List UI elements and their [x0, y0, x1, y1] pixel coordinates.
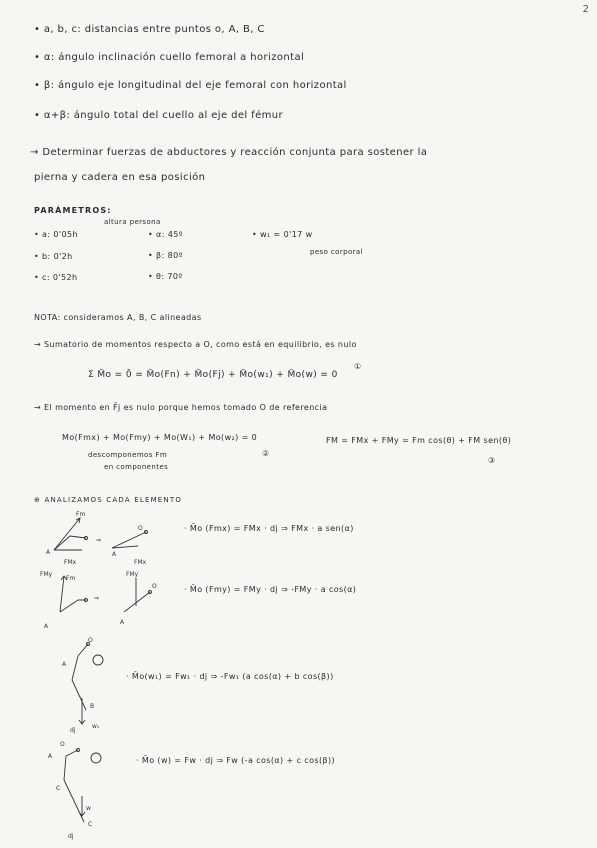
note-height: altura persona — [104, 218, 161, 226]
element-eq-w: · M̄o (w) = Fw · dj ⇒ Fw (-a cos(α) + c cos(β)) — [136, 756, 336, 765]
label-fm: Fm — [76, 511, 86, 518]
diagram-w — [44, 740, 130, 844]
label-a-point-4: A — [48, 753, 53, 760]
label-a-point-2b: A — [120, 619, 125, 626]
param-alpha: • α: 45º — [148, 230, 183, 239]
sum-moments-line: → Sumatorio de momentos respecto a O, como está en equilibrio, es nulo — [34, 340, 357, 349]
params-heading: PARÁMETROS: — [34, 206, 112, 215]
diagram-fmx — [42, 508, 160, 568]
diagram-fmy — [40, 566, 170, 630]
eq2-note-1: descomponemos Fm — [88, 451, 168, 459]
param-a: • a: 0'05h — [34, 230, 78, 239]
label-dj-1: dj — [70, 727, 76, 734]
param-c: • c: 0'52h — [34, 273, 78, 282]
moment-null-line: → El momento en F̄j es nulo porque hemos tomado O de referencia — [34, 403, 328, 412]
bullet-alpha: • α: ángulo inclinación cuello femoral a horizontal — [34, 52, 305, 63]
element-eq-w1: · M̄o(w₁) = Fw₁ · dj ⇒ -Fw₁ (a cos(α) + b cos(β)) — [126, 672, 334, 681]
equation-2: Mo(Fmx) + Mo(Fmy) + Mo(W₁) + Mo(w₂) = 0 — [62, 433, 258, 442]
label-o-point-3: O — [88, 637, 93, 644]
label-c-dist: C — [56, 785, 61, 792]
param-w1: • w₁ ≈ 0'17 w — [252, 230, 313, 239]
label-o-point-4: O — [60, 741, 65, 748]
label-fmx-2: FMx — [134, 559, 147, 566]
element-eq-fmx: · M̄o (Fmx) = FMx · dj ⇒ FMx · a sen(α) — [184, 524, 354, 533]
label-a-point-2: A — [44, 623, 49, 630]
label-a-point-3: A — [62, 661, 67, 668]
equation-1: Σ M̄o = 0̄ = M̄o(Fn) + M̄o(Fj) + M̄o(w₁) + M̄o(w) = 0 — [88, 370, 338, 380]
label-fmx: FMx — [64, 559, 77, 566]
label-fmy: FMy — [40, 571, 53, 578]
label-w: w — [86, 805, 91, 812]
page-number: 2 — [582, 4, 589, 15]
diagram-w1 — [52, 636, 132, 734]
bullet-total-angle: • α+β: ángulo total del cuello al eje del fémur — [34, 110, 284, 121]
equation-2-number: ② — [262, 449, 270, 458]
bullet-beta: • β: ángulo eje longitudinal del eje femoral con horizontal — [34, 80, 347, 91]
label-a-point-1b: A — [112, 551, 117, 558]
task-line-2: pierna y cadera en esa posición — [34, 172, 206, 183]
param-theta: • θ: 70º — [148, 272, 183, 281]
equation-3: FM = FMx + FMy = Fm cos(θ) + FM sen(θ) — [326, 436, 512, 445]
element-eq-fmy: · M̄o (Fmy) = FMy · dj ⇒ -FMy · a cos(α) — [184, 585, 357, 594]
label-c-point: C — [88, 821, 93, 828]
task-line-1: → Determinar fuerzas de abductores y reacción conjunta para sostener la — [30, 147, 428, 158]
label-arrow-2: ⇒ — [94, 595, 100, 602]
label-fmy-2: FMy — [126, 571, 139, 578]
label-o-point-1: O — [138, 525, 143, 532]
note-weight: peso corporal — [310, 248, 363, 256]
label-b-point: B — [90, 703, 95, 710]
equation-1-number: ① — [354, 362, 362, 371]
label-o-point-2: O — [152, 583, 157, 590]
eq2-note-2: en componentes — [104, 463, 169, 471]
label-a-point: A — [46, 549, 51, 556]
label-arrow-1: ⇒ — [96, 537, 102, 544]
label-fm-2: Fm — [66, 575, 76, 582]
nota-line: NOTA: consideramos A, B, C alineadas — [34, 313, 202, 322]
label-dj-2: dj — [68, 833, 74, 840]
equation-3-number: ③ — [488, 456, 496, 465]
param-b: • b: 0'2h — [34, 252, 73, 261]
analysis-heading: ⊕ ANALIZAMOS CADA ELEMENTO — [34, 496, 183, 504]
label-w1: w₁ — [92, 723, 100, 730]
bullet-distances: • a, b, c: distancias entre puntos o, A, B, C — [34, 24, 265, 35]
param-beta: • β: 80º — [148, 251, 183, 260]
